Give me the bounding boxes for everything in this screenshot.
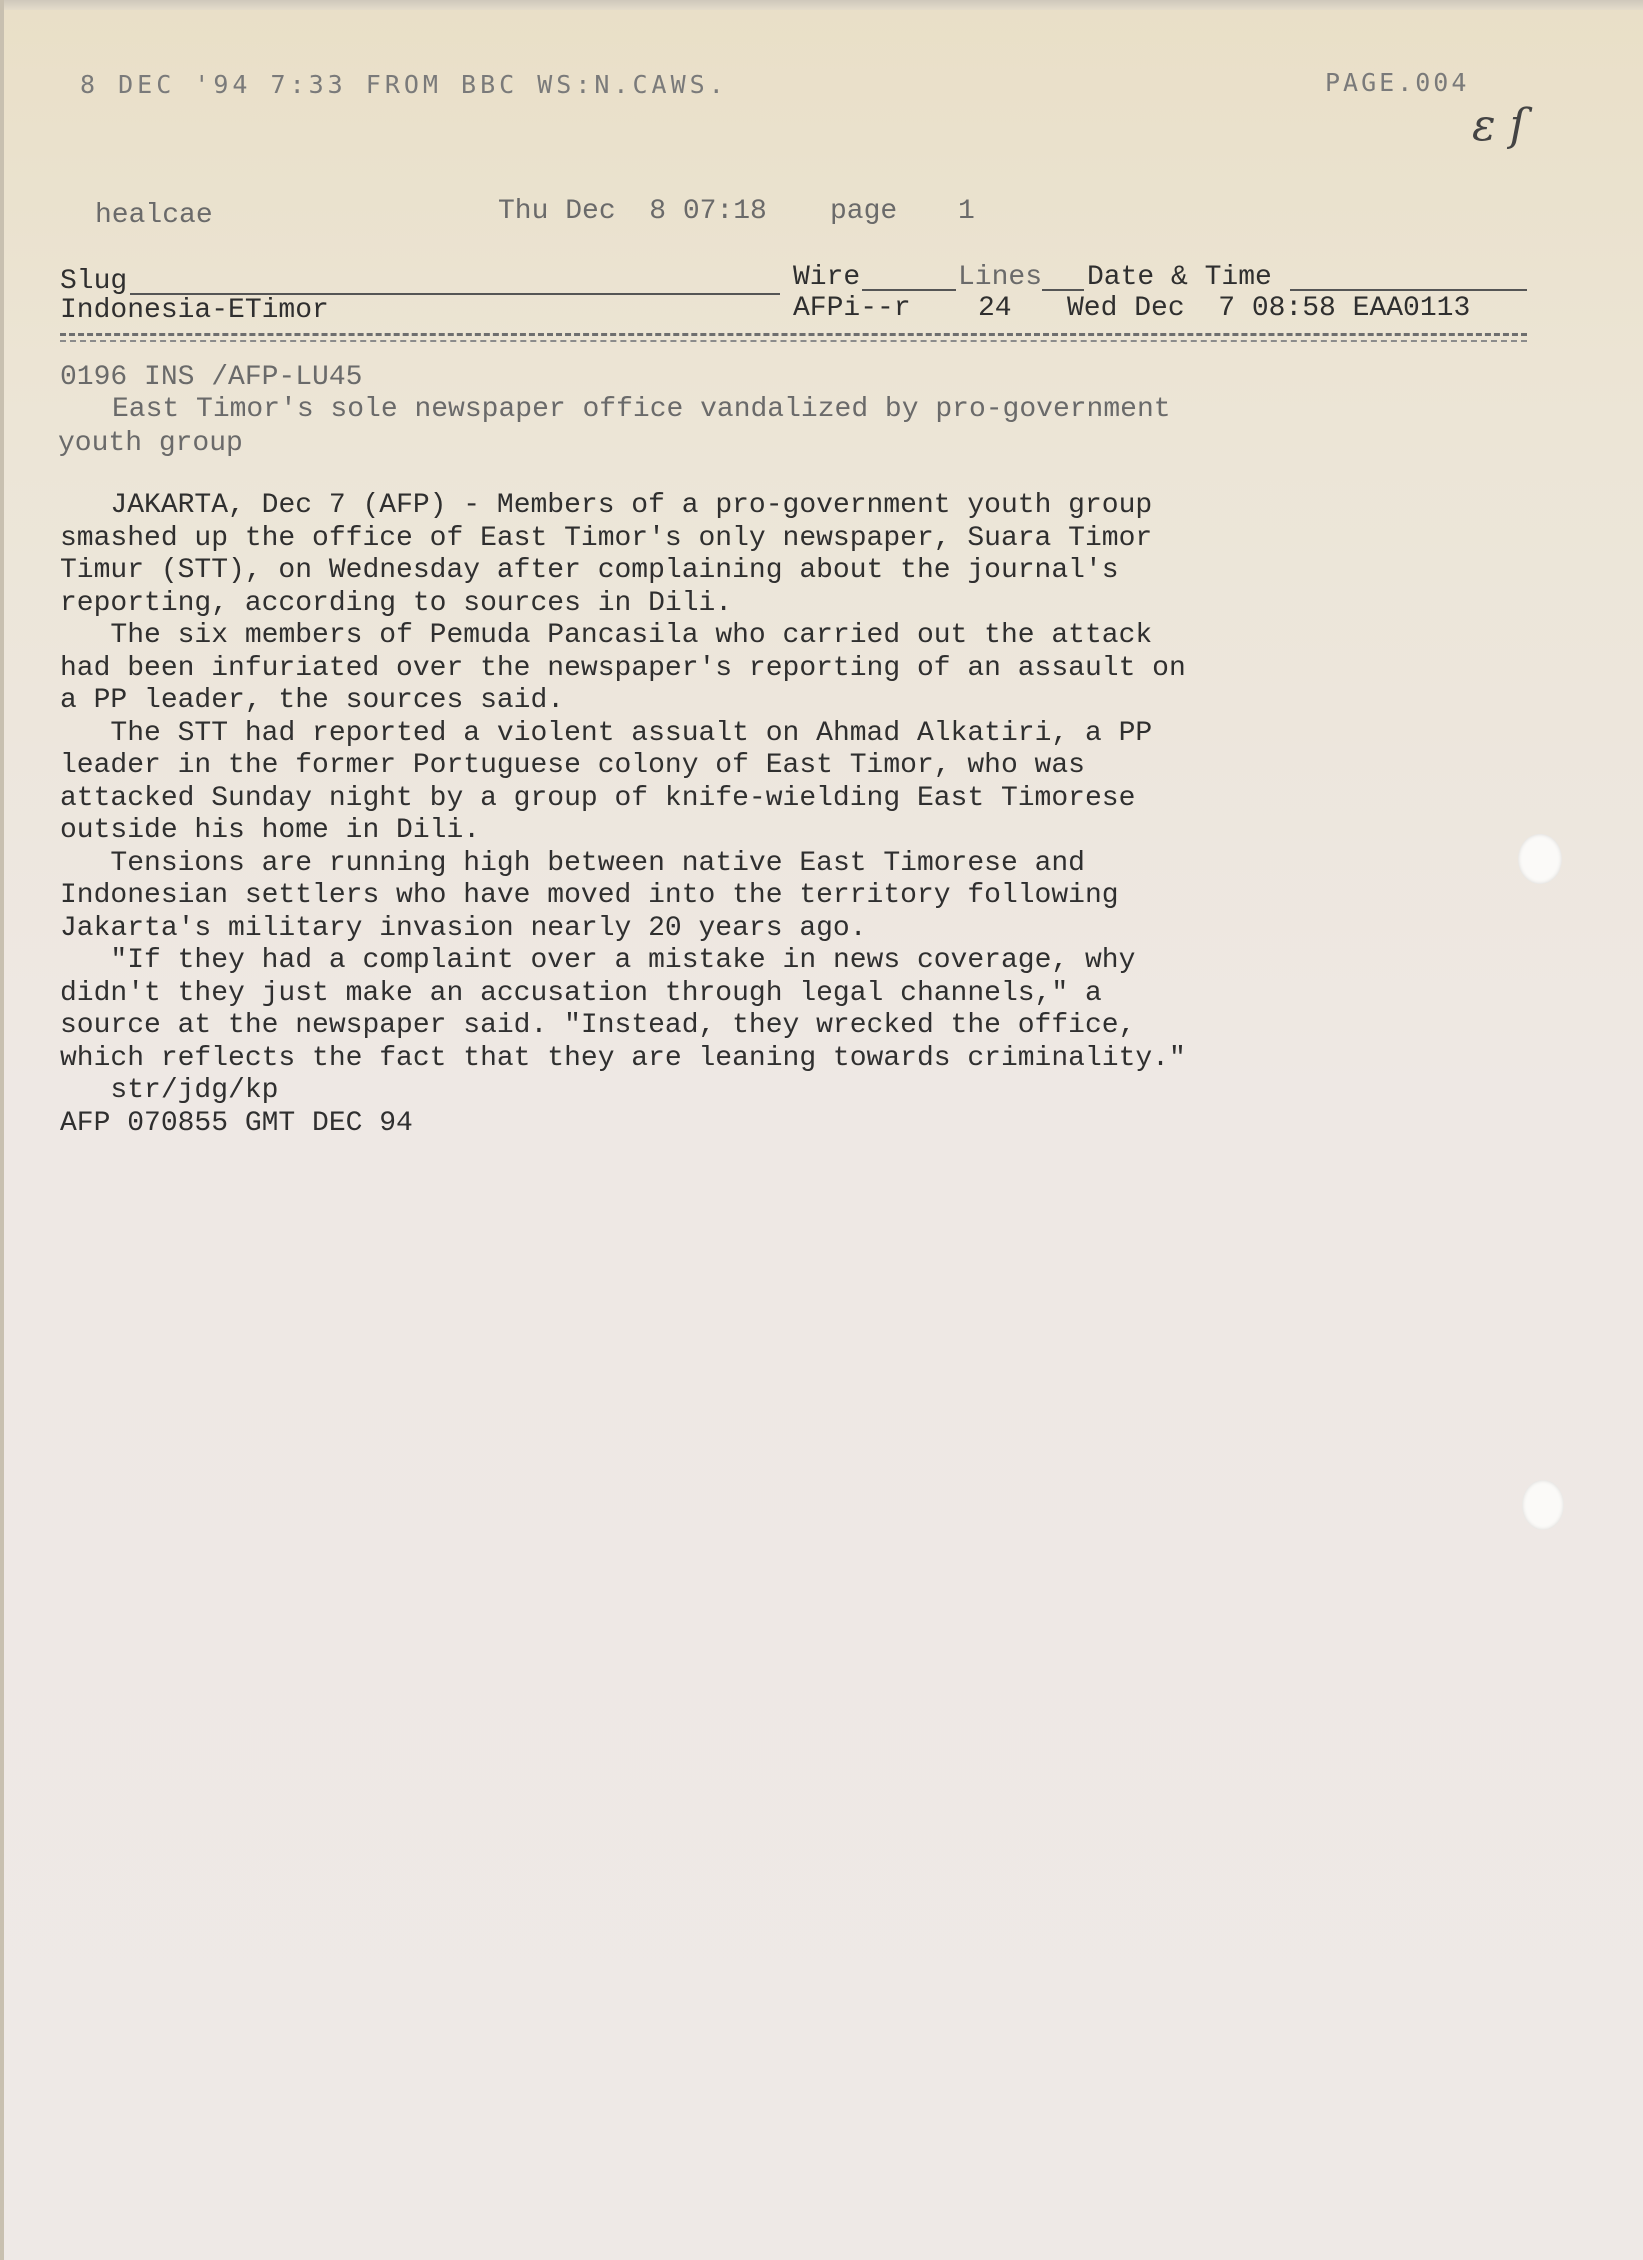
story-body: [60, 490, 1360, 1140]
datetime-label: Date & Time: [1087, 262, 1272, 293]
wire-value: AFPi--r: [793, 293, 911, 324]
wire-page-label: page: [830, 196, 898, 227]
datetime-underline: [1290, 289, 1527, 291]
wire-page-number: 1: [958, 196, 975, 227]
separator-rule-lower: [60, 340, 1527, 342]
paragraph-assault: The STT had reported a violent assualt on Ahmad Alkatiri, a PP leader in the former Portuguese colony of East Timor, who was attacked Sunday night by a group of knife-wielding East Timorese outside his home in Dili.: [60, 717, 1153, 846]
slug-value: Indonesia-ETimor: [60, 295, 329, 326]
paragraph-lede: JAKARTA, Dec 7 (AFP) - Members of a pro-government youth group smashed up the office of East Timor's only newspaper, Suara Timor Timur (STT), on Wednesday after complaining about the journal's reporting, according to sources in Dili.: [60, 490, 1153, 619]
lines-value: 24: [978, 293, 1012, 324]
story-id: 0196 INS /AFP-LU45: [60, 362, 363, 393]
slug-label: Slug: [60, 266, 128, 297]
wire-underline: [862, 289, 956, 291]
story-dateline: AFP 070855 GMT DEC 94: [60, 1107, 413, 1139]
lines-label: Lines: [958, 262, 1043, 293]
punch-hole-lower: [1522, 1480, 1564, 1530]
fax-transmission-header: 8 DEC '94 7:33 FROM BBC WS:N.CAWS.: [80, 70, 728, 99]
page-top-edge: [0, 0, 1643, 10]
lines-underline: [1042, 289, 1084, 291]
wire-print-datetime: Thu Dec 8 07:18: [498, 196, 767, 227]
page-left-edge: [0, 0, 4, 2260]
fax-page-number: PAGE.004: [1325, 68, 1470, 97]
punch-hole-upper: [1518, 834, 1562, 884]
handwritten-mark: ε ſ: [1472, 100, 1526, 151]
paragraph-attackers: The six members of Pemuda Pancasila who carried out the attack had been infuriated over the newspaper's reporting of an assault on a PP leader, the sources said.: [60, 620, 1186, 716]
wire-user: healcae: [95, 200, 213, 231]
date-time-value: Wed Dec 7 08:58 EAA0113: [1067, 293, 1471, 324]
story-headline-line-2: youth group: [58, 428, 243, 459]
paragraph-quote: "If they had a complaint over a mistake in news coverage, why didn't they just make an accusation through legal channels," a source at the newspaper said. "Instead, they wrecked the office, which reflects the fact that they are leaning towards criminality.": [60, 945, 1186, 1074]
story-headline-line-1: East Timor's sole newspaper office vandalized by pro-government: [112, 394, 1171, 425]
separator-rule: [60, 333, 1527, 336]
paragraph-initials: str/jdg/kp: [60, 1075, 279, 1106]
paragraph-tensions: Tensions are running high between native East Timorese and Indonesian settlers who have moved into the territory following Jakarta's military invasion nearly 20 years ago.: [60, 847, 1119, 944]
wire-label: Wire: [793, 262, 861, 293]
